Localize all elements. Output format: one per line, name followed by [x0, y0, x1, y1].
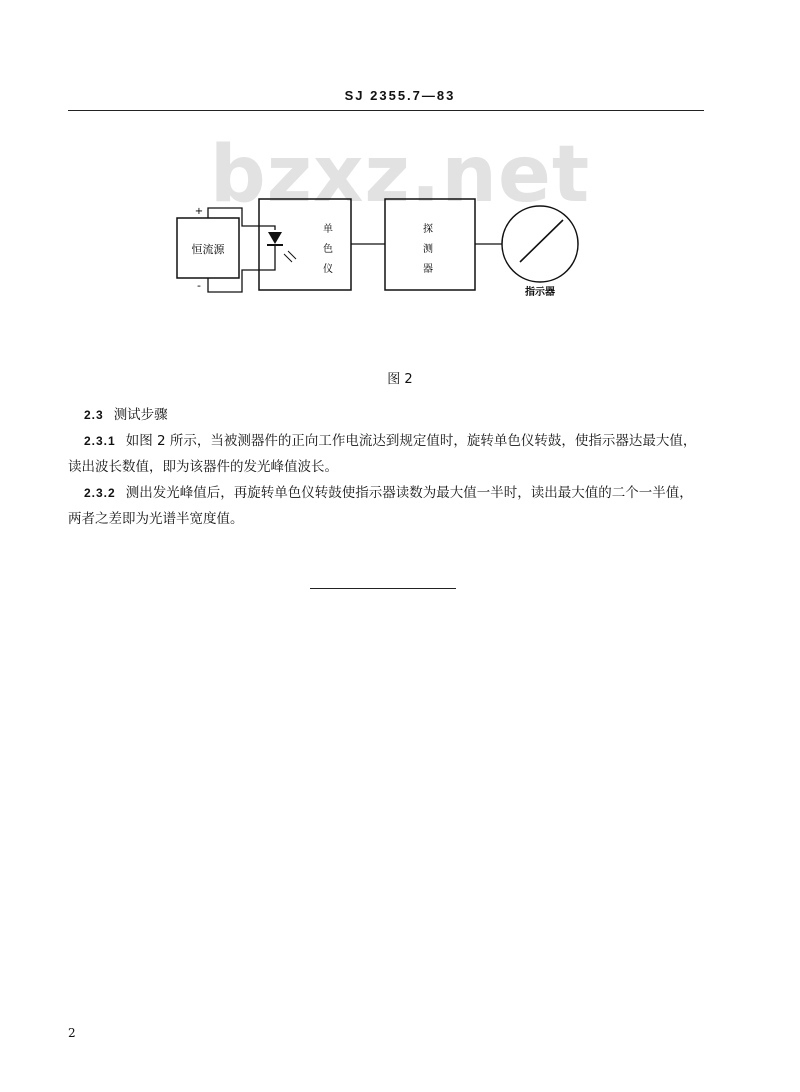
section-number: 2.3.1 — [84, 434, 116, 448]
section-text: 测出发光峰值后，再旋转单色仪转鼓使指示器读数为最大值一半时，读出最大值的二个一半值，两者之差即为光谱半宽度值。 — [68, 485, 693, 527]
figure-caption: 图 2 — [387, 372, 413, 387]
header-rule — [68, 110, 704, 111]
section-number: 2.3.2 — [84, 486, 116, 500]
end-rule — [310, 588, 456, 589]
detector-label-1: 探 — [423, 224, 433, 235]
constant-current-source-label: 恒流源 — [191, 243, 225, 256]
section-text: 如图 2 所示，当被测器件的正向工作电流达到规定值时，旋转单色仪转鼓，使指示器达最大值，读出波长数值，即为该器件的发光峰值波长。 — [68, 433, 697, 475]
detector-label-2: 测 — [423, 244, 433, 255]
led-icon — [268, 232, 282, 244]
section-2-3 — [68, 402, 704, 428]
meter-needle-icon — [520, 220, 563, 262]
section-number: 2.3 — [84, 408, 104, 422]
standard-code: SJ 2355.7—83 — [344, 88, 456, 103]
light-ray-1 — [284, 254, 292, 262]
indicator-meter — [502, 206, 578, 282]
section-2-3-2 — [68, 480, 704, 532]
figure-2-diagram — [170, 190, 600, 310]
light-ray-2 — [288, 251, 296, 259]
detector-label-3: 器 — [423, 264, 433, 275]
monochromator-label-2: 色 — [323, 244, 333, 255]
section-2-3-1 — [68, 428, 704, 480]
monochromator-label-1: 单 — [323, 224, 333, 235]
watermark: bzxz.net — [209, 130, 591, 220]
section-heading: 测试步骤 — [113, 407, 168, 423]
wire-positive — [208, 208, 275, 230]
wire-negative — [208, 262, 275, 292]
page-number: 2 — [68, 1026, 76, 1040]
monochromator-label-3: 仪 — [323, 264, 333, 275]
indicator-label: 指示器 — [525, 287, 555, 298]
plus-terminal-label: + — [194, 206, 204, 217]
minus-terminal-label: - — [197, 279, 201, 292]
